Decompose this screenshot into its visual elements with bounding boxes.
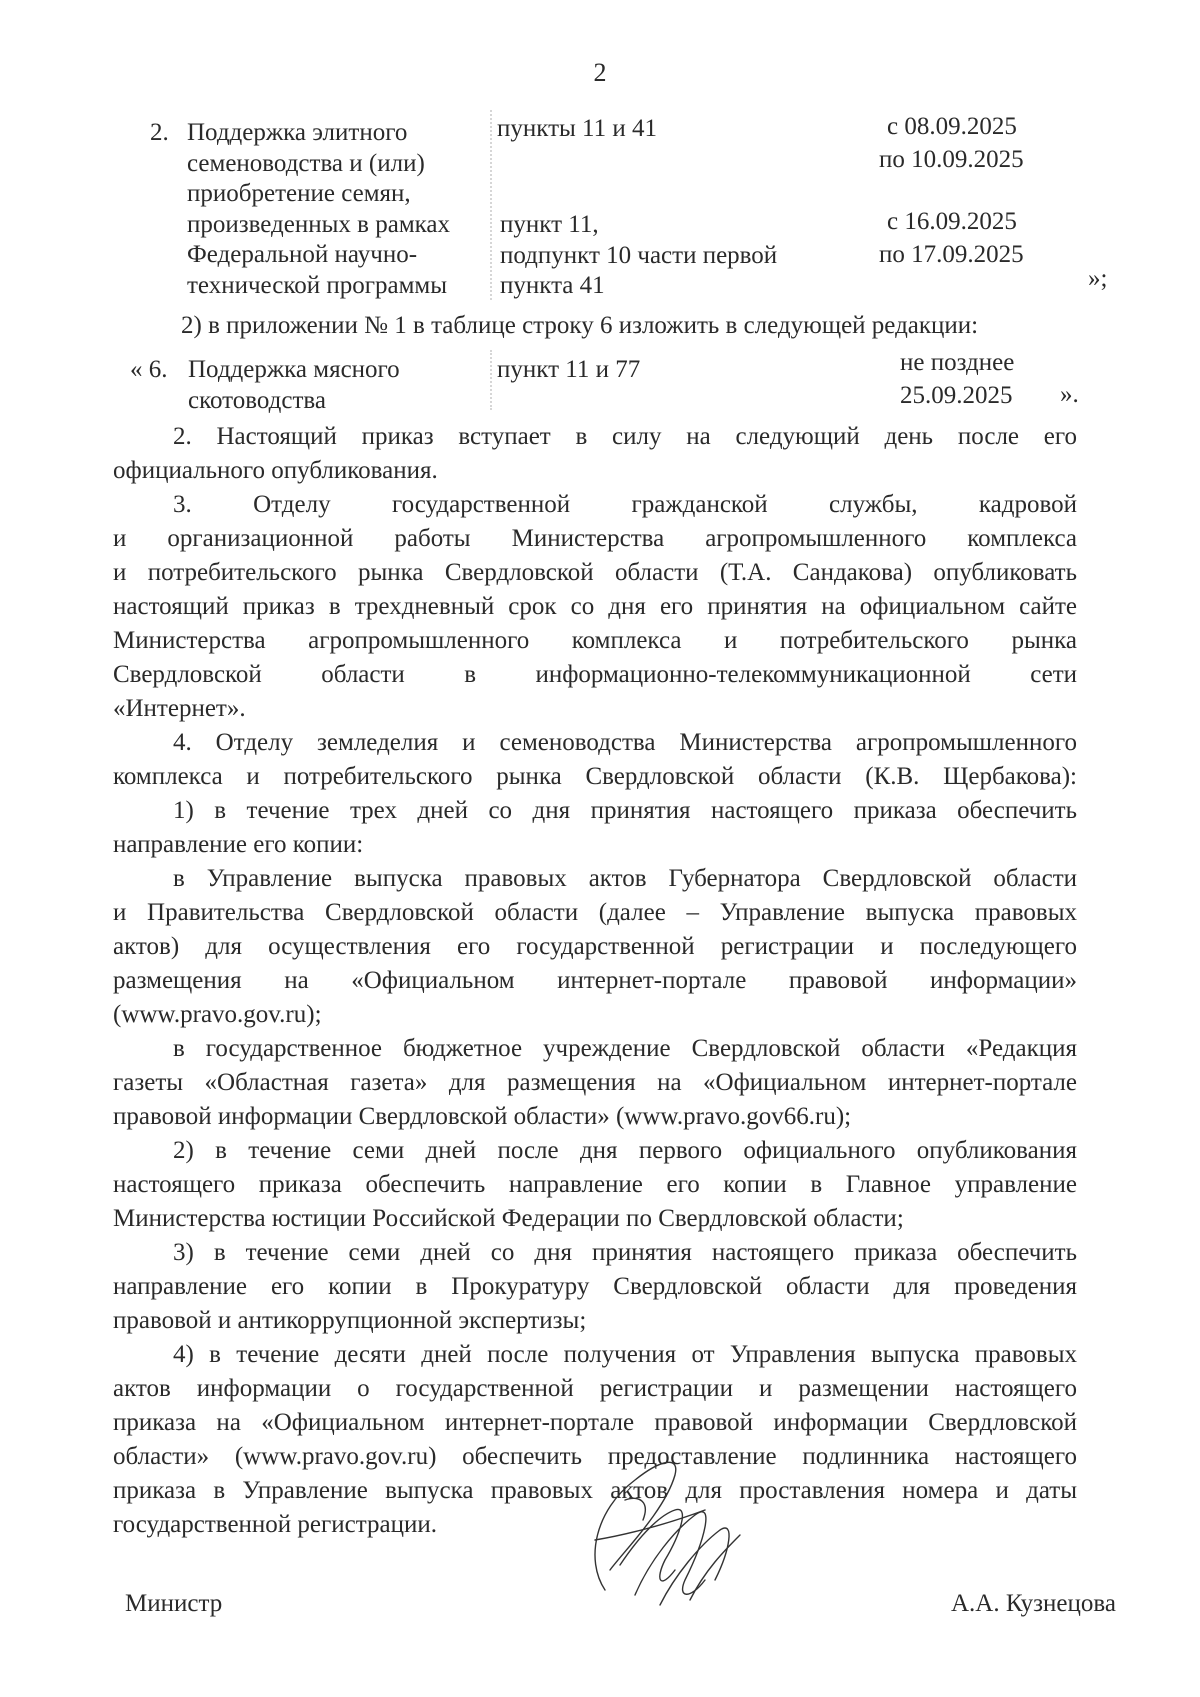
body-line: в государственное бюджетное учреждение Свердловской области «Редакция bbox=[173, 1035, 1077, 1062]
body-line: размещения на «Официальном интернет-портале правовой информации» bbox=[113, 967, 1077, 994]
date-deadline: 25.09.2025 bbox=[900, 382, 1013, 409]
body-line: 2. Настоящий приказ вступает в силу на следующий день после его bbox=[173, 423, 1077, 450]
body-line: настоящий приказ в трехдневный срок со дня его принятия на официальном сайте bbox=[113, 593, 1077, 620]
date-deadline-label: не позднее bbox=[900, 349, 1015, 376]
table1-row-a-dates bbox=[879, 110, 1024, 176]
table2-points: пункт 11 и 77 bbox=[497, 356, 641, 383]
date-from: с 08.09.2025 bbox=[887, 113, 1017, 140]
amendment-subitem-2: 2) в приложении № 1 в таблице строку 6 изложить в следующей редакции: bbox=[181, 312, 979, 339]
body-line: Свердловской области в информационно-телекоммуникационной сети bbox=[113, 661, 1077, 688]
body-line: актов информации о государственной регистрации и размещении настоящего bbox=[113, 1375, 1077, 1402]
table1-row-number: 2. bbox=[150, 119, 169, 146]
body-line: правовой информации Свердловской области» (www.pravo.gov66.ru); bbox=[113, 1103, 852, 1130]
body-line: государственной регистрации. bbox=[113, 1511, 437, 1538]
table1-name-line: Федеральной научно- bbox=[187, 241, 418, 269]
body-line: направление его копии: bbox=[113, 831, 364, 858]
table1-name-cell bbox=[187, 118, 450, 302]
body-line: «Интернет». bbox=[113, 695, 246, 722]
table1-row-b-points bbox=[500, 210, 777, 302]
table2-close-quote: ». bbox=[1060, 381, 1079, 408]
body-line: газеты «Областная газета» для размещения на «Официальном интернет-портале bbox=[113, 1069, 1077, 1096]
points-line: пункта 41 bbox=[500, 272, 605, 299]
body-line: и организационной работы Министерства агропромышленного комплекса bbox=[113, 525, 1077, 552]
body-line: 3. Отделу государственной гражданской службы, кадровой bbox=[173, 491, 1077, 518]
body-line: Министерства агропромышленного комплекса и потребительского рынка bbox=[113, 627, 1077, 654]
table1-name-line: Поддержка элитного bbox=[187, 119, 408, 146]
table1-name-line: семеноводства и (или) bbox=[187, 149, 425, 177]
body-line: комплекса и потребительского рынка Свердловской области (К.В. Щербакова): bbox=[113, 763, 1077, 790]
signatory-position: Министр bbox=[125, 1590, 223, 1617]
page-number: 2 bbox=[593, 58, 607, 87]
body-line: в Управление выпуска правовых актов Губернатора Свердловской области bbox=[173, 865, 1077, 892]
handwritten-signature bbox=[565, 1440, 785, 1620]
body-line: приказа на «Официальном интернет-портале правовой информации Свердловской bbox=[113, 1409, 1077, 1436]
body-line: направление его копии в Прокуратуру Свердловской области для проведения bbox=[113, 1273, 1077, 1300]
points-line: пункт 11, bbox=[500, 211, 599, 238]
body-line: официального опубликования. bbox=[113, 457, 438, 484]
signatory-name: А.А. Кузнецова bbox=[951, 1590, 1116, 1617]
body-line: 2) в течение семи дней после дня первого официального опубликования bbox=[173, 1137, 1077, 1164]
body-line: (www.pravo.gov.ru); bbox=[113, 1001, 322, 1028]
date-from: с 16.09.2025 bbox=[887, 208, 1017, 235]
body-line: 1) в течение трех дней со дня принятия настоящего приказа обеспечить bbox=[173, 797, 1077, 824]
body-line: и потребительского рынка Свердловской области (Т.А. Сандакова) опубликовать bbox=[113, 559, 1077, 586]
body-line: 4. Отделу земледелия и семеноводства Министерства агропромышленного bbox=[173, 729, 1077, 756]
points-line: подпункт 10 части первой bbox=[500, 241, 778, 269]
table2-name-cell bbox=[188, 355, 400, 416]
date-to: по 17.09.2025 bbox=[879, 241, 1024, 268]
table1-name-line: произведенных в рамках bbox=[187, 210, 451, 238]
table2-name-line: скотоводства bbox=[188, 386, 326, 414]
table2-name-line: Поддержка мясного bbox=[188, 356, 400, 383]
table1-row-a-points: пункты 11 и 41 bbox=[497, 115, 657, 142]
table1-name-line: технической программы bbox=[187, 271, 448, 299]
table2-dates bbox=[900, 346, 1014, 412]
table2-row-number: « 6. bbox=[130, 356, 168, 383]
body-line: области» (www.pravo.gov.ru) обеспечить предоставление подлинника настоящего bbox=[113, 1443, 1077, 1470]
date-to: по 10.09.2025 bbox=[879, 146, 1024, 173]
body-line: приказа в Управление выпуска правовых актов для проставления номера и даты bbox=[113, 1477, 1077, 1504]
body-line: 4) в течение десяти дней после получения от Управления выпуска правовых bbox=[173, 1341, 1077, 1368]
body-line: актов) для осуществления его государственной регистрации и последующего bbox=[113, 933, 1077, 960]
body-line: настоящего приказа обеспечить направление его копии в Главное управление bbox=[113, 1171, 1077, 1198]
table1-row-b-dates bbox=[879, 205, 1024, 271]
body-line: Министерства юстиции Российской Федерации по Свердловской области; bbox=[113, 1205, 904, 1232]
table1-name-line: приобретение семян, bbox=[187, 180, 411, 208]
table1-close-quote: »; bbox=[1088, 265, 1108, 292]
body-line: и Правительства Свердловской области (далее – Управление выпуска правовых bbox=[113, 899, 1077, 926]
body-line: 3) в течение семи дней со дня принятия настоящего приказа обеспечить bbox=[173, 1239, 1077, 1266]
body-line: правовой и антикоррупционной экспертизы; bbox=[113, 1307, 587, 1334]
